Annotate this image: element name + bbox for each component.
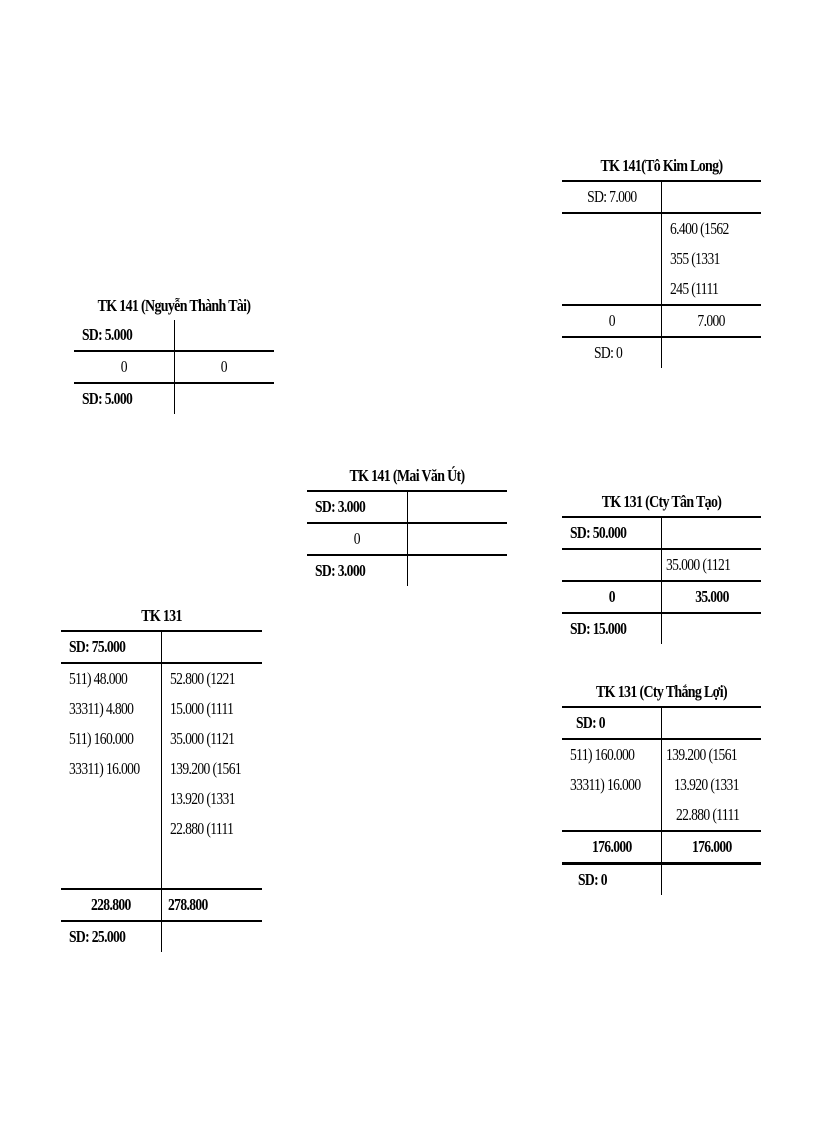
debit-entry: 511) 160.000	[61, 724, 162, 754]
credit-entry: 52.800 (1221	[170, 669, 235, 688]
closing-balance-row	[307, 555, 507, 586]
credit-entry: 35.000 (1121	[662, 549, 762, 581]
credit-entry: 35.000 (1121	[170, 729, 235, 748]
ledger-row	[61, 784, 262, 814]
opening-balance-debit: SD: 3.000	[307, 491, 407, 523]
blank-row	[61, 844, 262, 889]
closing-balance-row	[562, 337, 761, 368]
total-credit: 278.800	[162, 889, 263, 921]
opening-balance-row	[307, 491, 507, 523]
ledger-row	[562, 244, 761, 274]
ledger-row	[562, 770, 761, 800]
closing-balance-debit: SD: 3.000	[307, 555, 407, 586]
debit-entry: 33311) 16.000	[61, 754, 162, 784]
account-tk131-thangloi	[562, 678, 761, 895]
account-title: TK 131 (Cty Thắng Lợi)	[596, 682, 727, 701]
total-debit: 0	[74, 351, 174, 383]
opening-balance-debit: SD: 7.000	[562, 181, 662, 213]
closing-balance-debit: SD: 0	[562, 864, 662, 896]
opening-balance-debit: SD: 50.000	[562, 517, 662, 549]
closing-balance-debit: SD: 15.000	[562, 613, 662, 644]
debit-entry: 511) 48.000	[61, 663, 162, 694]
opening-balance-row	[562, 707, 761, 739]
totals-row	[61, 889, 262, 921]
ledger-row	[61, 694, 262, 724]
ledger-row	[61, 814, 262, 844]
ledger-row	[562, 549, 761, 581]
credit-entry: 139.200 (1561	[666, 745, 738, 764]
ledger-row	[61, 663, 262, 694]
total-credit: 35.000	[662, 581, 762, 613]
total-credit: 176.000	[662, 831, 762, 864]
totals-row	[562, 831, 761, 864]
opening-balance-row	[562, 181, 761, 213]
closing-balance-row	[562, 613, 761, 644]
opening-balance-row	[61, 631, 262, 663]
credit-entry: 245 (1111	[662, 274, 762, 305]
ledger-row	[562, 274, 761, 305]
opening-balance-debit: SD: 75.000	[61, 631, 162, 663]
opening-balance-debit: SD: 5.000	[74, 320, 174, 351]
account-tk141-ut	[307, 462, 507, 586]
closing-balance-debit: SD: 0	[562, 337, 662, 368]
ledger-row	[562, 213, 761, 244]
closing-balance-row	[562, 864, 761, 896]
ledger-row	[562, 800, 761, 831]
credit-entry: 139.200 (1561	[170, 759, 242, 778]
ledger-row	[61, 724, 262, 754]
closing-balance-row	[61, 921, 262, 952]
account-title: TK 141 (Nguyễn Thành Tài)	[97, 296, 251, 315]
totals-row	[74, 351, 274, 383]
total-credit: 7.000	[662, 305, 762, 337]
account-title: TK 141 (Mai Văn Út)	[349, 466, 465, 485]
credit-entry: 15.000 (1111	[170, 699, 234, 718]
credit-entry: 13.920 (1331	[674, 775, 739, 794]
total-debit: 0	[562, 305, 662, 337]
account-tk141-tai	[74, 292, 274, 414]
account-tk131-tantao	[562, 488, 761, 644]
ledger-row	[562, 739, 761, 770]
opening-balance-row	[562, 517, 761, 549]
total-credit: 0	[174, 351, 274, 383]
credit-entry: 22.880 (1111	[170, 819, 234, 838]
debit-entry: 33311) 4.800	[61, 694, 162, 724]
debit-entry: 33311) 16.000	[562, 770, 662, 800]
account-title: TK 131 (Cty Tân Tạo)	[601, 492, 722, 511]
credit-entry: 13.920 (1331	[170, 789, 235, 808]
ledger-row	[61, 754, 262, 784]
account-title: TK 131	[141, 606, 182, 625]
opening-balance-row	[74, 320, 274, 351]
closing-balance-debit: SD: 25.000	[61, 921, 162, 952]
debit-entry: 511) 160.000	[562, 739, 662, 770]
closing-balance-debit: SD: 5.000	[74, 383, 174, 414]
total-debit: 176.000	[562, 831, 662, 864]
opening-balance-debit: SD: 0	[562, 707, 662, 739]
credit-entry: 6.400 (1562	[670, 219, 729, 238]
totals-row	[307, 523, 507, 555]
credit-entry: 355 (1331	[670, 249, 720, 268]
total-debit: 0	[307, 523, 407, 555]
account-title: TK 141(Tô Kim Long)	[600, 156, 723, 175]
account-tk141-long	[562, 152, 761, 368]
total-debit: 0	[562, 581, 662, 613]
account-tk131	[61, 602, 262, 952]
totals-row	[562, 581, 761, 613]
credit-entry: 22.880 (1111	[676, 805, 740, 824]
totals-row	[562, 305, 761, 337]
opening-balance-credit	[174, 320, 274, 351]
closing-balance-row	[74, 383, 274, 414]
total-debit: 228.800	[61, 889, 162, 921]
